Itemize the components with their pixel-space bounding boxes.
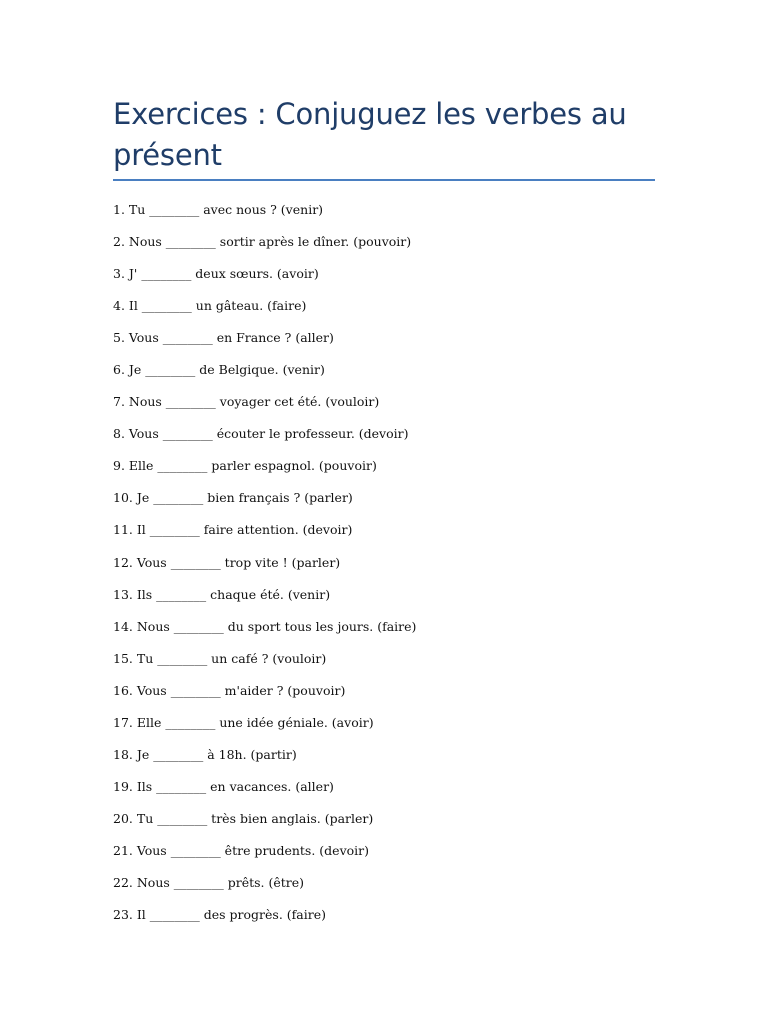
exercise-item-20: 20. Tu ________ très bien anglais. (parler) xyxy=(113,810,374,826)
exercise-item-10: 10. Je ________ bien français ? (parler) xyxy=(113,490,353,506)
exercise-item-6: 6. Je ________ de Belgique. (venir) xyxy=(113,362,325,378)
exercise-item-1: 1. Tu ________ avec nous ? (venir) xyxy=(113,202,324,217)
exercise-item-22: 22. Nous ________ prêts. (être) xyxy=(113,874,305,890)
exercise-item-12: 12. Vous ________ trop vite ! (parler) xyxy=(113,554,341,570)
exercise-item-21: 21. Vous ________ être prudents. (devoir) xyxy=(113,842,370,858)
document-title: Exercices : Conjuguez les verbes au présent xyxy=(113,97,627,172)
exercise-item-15: 15. Tu ________ un café ? (vouloir) xyxy=(113,650,327,666)
title-underline-divider xyxy=(113,179,655,181)
exercise-list xyxy=(113,200,416,937)
exercise-item-5: 5. Vous ________ en France ? (aller) xyxy=(113,330,334,346)
exercise-item-9: 9. Elle ________ parler espagnol. (pouvoir) xyxy=(113,458,377,474)
exercise-item-11: 11. Il ________ faire attention. (devoir) xyxy=(113,522,353,538)
exercise-item-7: 7. Nous ________ voyager cet été. (vouloir) xyxy=(113,394,380,410)
exercise-item-17: 17. Elle ________ une idée géniale. (avoir) xyxy=(113,714,374,730)
exercise-item-3: 3. J' ________ deux sœurs. (avoir) xyxy=(113,266,319,282)
exercise-item-19: 19. Ils ________ en vacances. (aller) xyxy=(113,778,334,794)
exercise-item-14: 14. Nous ________ du sport tous les jours. (faire) xyxy=(113,618,417,634)
exercise-item-16: 16. Vous ________ m'aider ? (pouvoir) xyxy=(113,682,346,698)
exercise-item-23: 23. Il ________ des progrès. (faire) xyxy=(113,907,326,923)
exercise-item-2: 2. Nous ________ sortir après le dîner. (pouvoir) xyxy=(113,234,412,250)
exercise-item-4: 4. Il ________ un gâteau. (faire) xyxy=(113,298,307,314)
exercise-item-13: 13. Ils ________ chaque été. (venir) xyxy=(113,586,331,602)
exercise-item-18: 18. Je ________ à 18h. (partir) xyxy=(113,746,297,762)
exercise-item-8: 8. Vous ________ écouter le professeur. (devoir) xyxy=(113,426,409,442)
